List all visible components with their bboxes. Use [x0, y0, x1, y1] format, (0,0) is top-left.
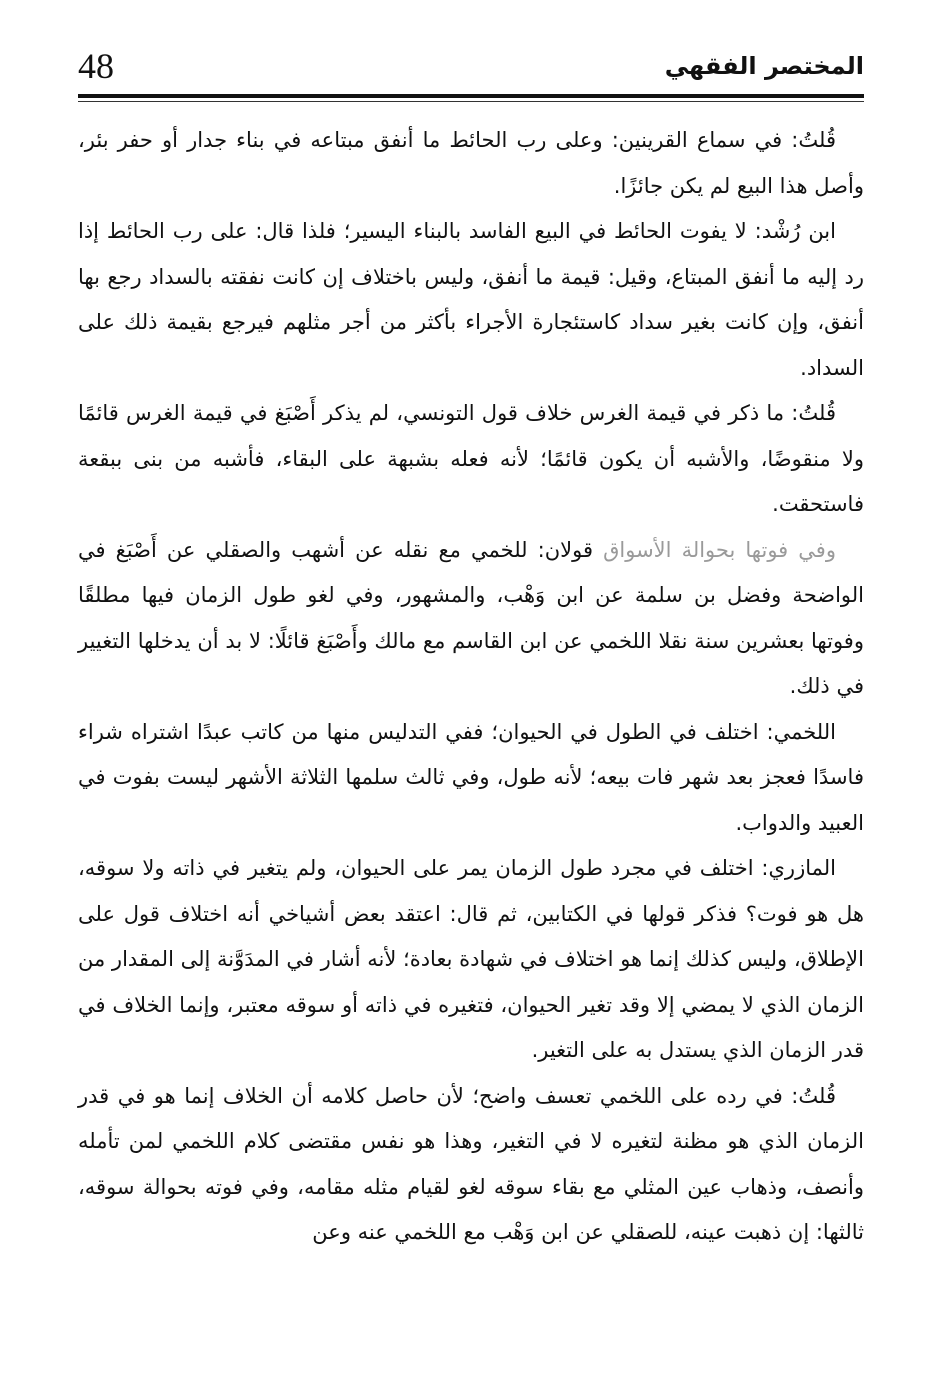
paragraph-text: قولان: للخمي مع نقله عن أشهب والصقلي عن أَصْبَغ في الواضحة وفضل بن سلمة عن ابن وَهْب، والمشهور، وفي لغو طول الزمان فيها مطلقًا وفوتها بعشرين سنة نقلا اللخمي عن ابن القاسم مع مالك وأَصْبَغ قائلًا: لا بد أن يدخلها التغيير في ذلك. [78, 537, 864, 698]
paragraph-5 [78, 710, 864, 847]
paragraph-text: اللخمي: اختلف في الطول في الحيوان؛ ففي التدليس منها من كاتب عبدًا اشتراه شراء فاسدًا فعجز بعد شهر فات بيعه؛ لأنه طول، وفي ثالث سلمها الثلاثة الأشهر ليست بفوت في العبيد والدواب. [78, 719, 864, 835]
page-number: 48 [78, 46, 114, 86]
faded-lead-text: وفي فوتها بحوالة الأسواق [603, 537, 836, 562]
paragraph-6 [78, 846, 864, 1074]
body-text [78, 118, 864, 1256]
header-rule-thick [78, 94, 864, 98]
paragraph-text: قُلتُ: في رده على اللخمي تعسف واضح؛ لأن حاصل كلامه أن الخلاف إنما هو في قدر الزمان الذي هو مظنة لتغيره لا في التغير، وهذا هو نفس مقتضى كلام اللخمي لمن تأمله وأنصف، وذهاب عين المثلي مع بقاء سوقه لغو لقيام مثله مقامه، وفي فوته بحوالة سوقه، ثالثها: إن ذهبت عينه، للصقلي عن ابن وَهْب مع اللخمي عنه وعن [78, 1083, 864, 1244]
paragraph-4 [78, 528, 864, 710]
paragraph-text: قُلتُ: في سماع القرينين: وعلى رب الحائط ما أنفق مبتاعه في بناء جدار أو حفر بئر، وأصل هذا البيع لم يكن جائزًا. [78, 128, 864, 198]
paragraph-2 [78, 209, 864, 391]
paragraph-1 [78, 118, 864, 209]
paragraph-7 [78, 1074, 864, 1256]
paragraph-text: ابن رُشْد: لا يفوت الحائط في البيع الفاسد بالبناء اليسير؛ فلذا قال: على رب الحائط إذا رد إليه ما أنفق المبتاع، وقيل: قيمة ما أنفق، وليس باختلاف إن كانت نفقته بالسداد رجع بها أنفق، وإن كانت بغير سداد كاستئجارة الأجراء بأكثر من أجر مثلهم فيرجع بقيمة ذلك على السداد. [78, 219, 864, 380]
paragraph-text: المازري: اختلف في مجرد طول الزمان يمر على الحيوان، ولم يتغير في ذاته ولا سوقه، هل هو فوت؟ فذكر قولها في الكتابين، ثم قال: اعتقد بعض أشياخي أنه اختلاف قول على الإطلاق، وليس كذلك إنما هو اختلاف في شهادة بعادة؛ لأنه أشار في المدَوَّنة إلى المقدار من الزمان الذي لا يمضي إلا وقد تغير الحيوان، فتغيره في ذاته أو سوقه معتبر، وإنما الخلاف في قدر الزمان الذي يستدل به على التغير. [78, 856, 864, 1062]
paragraph-3 [78, 391, 864, 528]
paragraph-text: قُلتُ: ما ذكر في قيمة الغرس خلاف قول التونسي، لم يذكر أَصْبَغ في قيمة الغرس قائمًا ولا منقوضًا، والأشبه أن يكون قائمًا؛ لأنه فعله بشبهة على البقاء، فأشبه من بنى ببقعة فاستحقت. [78, 401, 864, 516]
header-rule-thin [78, 101, 864, 102]
running-title: المختصر الفقهي [664, 52, 864, 80]
page-header [78, 44, 864, 94]
